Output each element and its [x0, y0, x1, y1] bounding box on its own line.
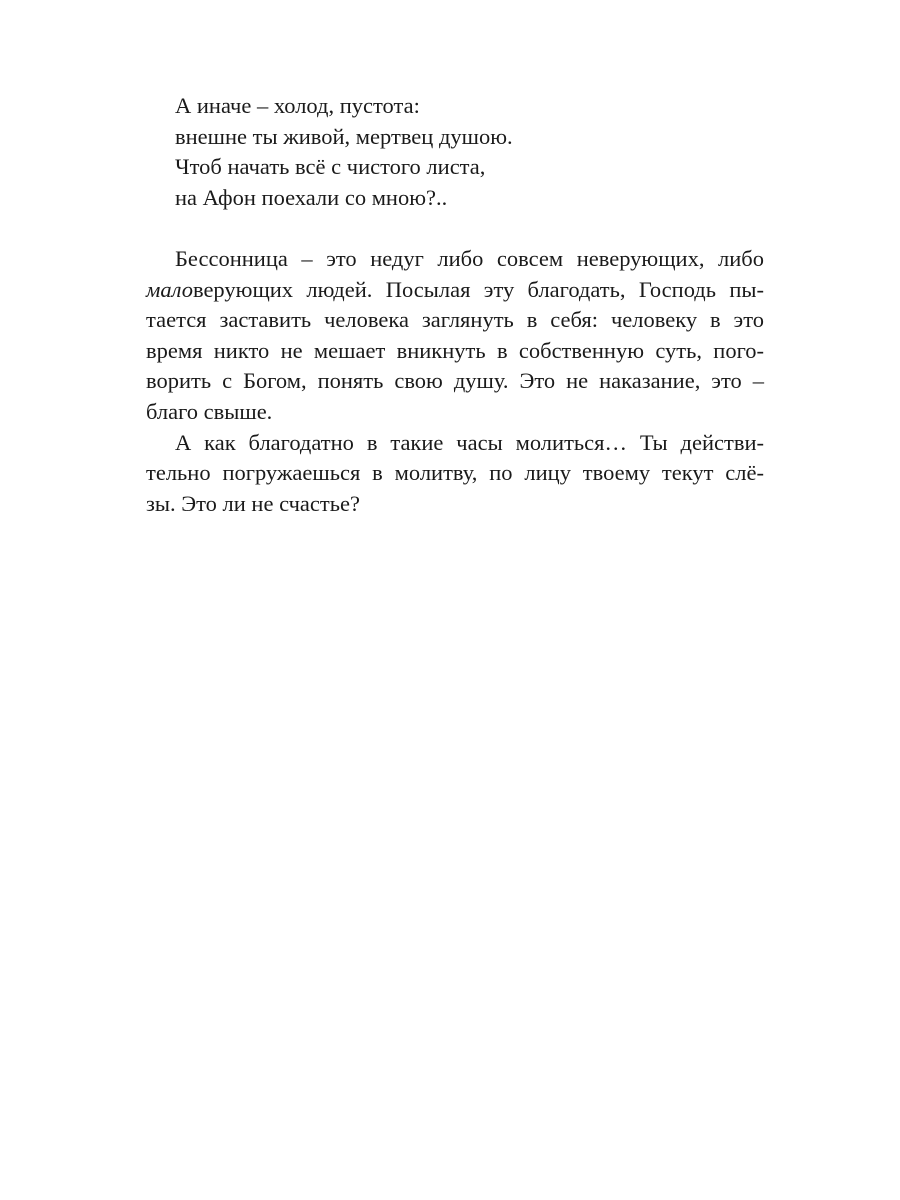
text-line-rest: верующих людей. Посылая эту благодать, Господь пы-: [192, 276, 764, 302]
paragraph-prayer: [146, 428, 764, 520]
italic-emphasis: мало: [146, 276, 193, 302]
text-line: благо свыше.: [146, 398, 273, 424]
poem-line: на Афон поехали со мною?..: [175, 184, 448, 210]
poem-line: внешне ты живой, мертвец душою.: [175, 123, 513, 149]
text-line: Бессонница – это недуг либо совсем неверующих, либо: [175, 245, 764, 271]
paragraph-insomnia: [146, 244, 764, 428]
prose-text: [146, 244, 764, 519]
text-line: тельно погружаешься в молитву, по лицу твоему текут слё-: [146, 460, 764, 486]
poem-stanza: [146, 91, 764, 213]
poem-line: А иначе – холод, пустота:: [175, 93, 420, 118]
text-line: зы. Это ли не счастье?: [146, 490, 360, 516]
book-page: [146, 91, 764, 519]
poem-line: Чтоб начать всё с чистого листа,: [175, 154, 486, 180]
text-line: тается заставить человека заглянуть в себя: человеку в это: [146, 307, 764, 333]
text-line: время никто не мешает вникнуть в собственную суть, пого-: [146, 337, 764, 363]
text-line: ворить с Богом, понять свою душу. Это не наказание, это –: [146, 368, 764, 394]
text-line: А как благодатно в такие часы молиться… Ты действи-: [175, 429, 764, 455]
text-line: [146, 275, 764, 306]
